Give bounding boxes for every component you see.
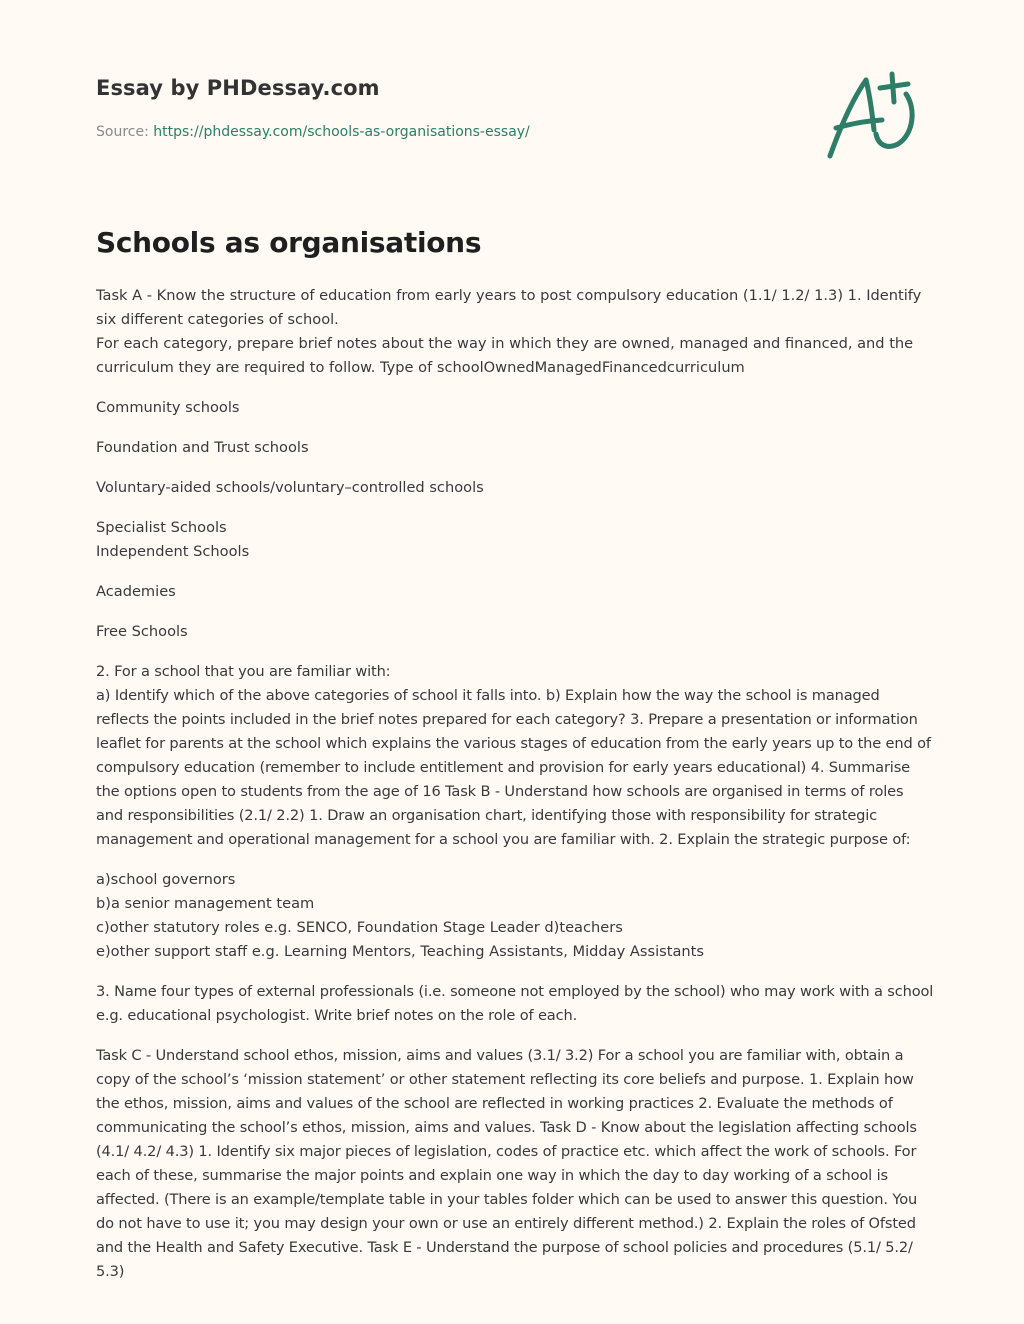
- a-plus-grade-icon: [822, 68, 928, 164]
- paragraph-free-schools: [96, 620, 934, 644]
- paragraph-foundation-trust: [96, 436, 934, 460]
- paragraph-academies: [96, 580, 934, 604]
- document-title: Schools as organisations: [96, 226, 482, 259]
- paragraph-line: a) Identify which of the above categories of school it falls into. b) Explain how the way the school is managed reflects the points included in the brief notes prepared for each category? 3. Prepare a presentation or information leaflet for parents at the school which explains the various stages of education from the early years up to the end of compulsory education (remember to include entitlement and provision for early years educational) 4. Summarise the options open to students from the age of 16 Task B - Understand how schools are organised in terms of roles and responsibilities (2.1/ 2.2) 1. Draw an organisation chart, identifying those with responsibility for strategic management and operational management for a school you are familiar with. 2. Explain the strategic purpose of:: [96, 687, 931, 848]
- paragraph-line: Specialist Schools: [96, 519, 227, 536]
- source-link[interactable]: https://phdessay.com/schools-as-organisations-essay/: [153, 124, 530, 140]
- paragraph-line: 2. For a school that you are familiar with:: [96, 663, 391, 680]
- paragraph-external-professionals: [96, 980, 934, 1028]
- paragraph-line: Voluntary-aided schools/voluntary–controlled schools: [96, 479, 484, 496]
- paragraph-line: Task A - Know the structure of education from early years to post compulsory education (1.1/ 1.2/ 1.3) 1. Identify six different categories of school.: [96, 287, 922, 328]
- paragraph-line: Academies: [96, 583, 176, 600]
- paragraph-line: a)school governors: [96, 871, 236, 888]
- paragraph-line: Independent Schools: [96, 543, 250, 560]
- paragraph-task-2-b: [96, 660, 934, 852]
- paragraph-line: 3. Name four types of external professionals (i.e. someone not employed by the school) who may work with a school e.g. educational psychologist. Write brief notes on the role of each.: [96, 983, 934, 1024]
- paragraph-line: e)other support staff e.g. Learning Mentors, Teaching Assistants, Midday Assistants: [96, 943, 705, 960]
- paragraph-line: b)a senior management team: [96, 895, 315, 912]
- paragraph-line: Task C - Understand school ethos, mission, aims and values (3.1/ 3.2) For a school you are familiar with, obtain a copy of the school’s ‘mission statement’ or other statement reflecting its core beliefs and purpose. 1. Explain how the ethos, mission, aims and values of the school are reflected in working practices 2. Evaluate the methods of communicating the school’s ethos, mission, aims and values. Task D - Know about the legislation affecting schools (4.1/ 4.2/ 4.3) 1. Identify six major pieces of legislation, codes of practice etc. which affect the work of schools. For each of these, summarise the major points and explain one way in which the day to day working of a school is affected. (There is an example/template table in your tables folder which can be used to answer this question. You do not have to use it; you may design your own or use an entirely different method.) 2. Explain the roles of Ofsted and the Health and Safety Executive. Task E - Understand the purpose of school policies and procedures (5.1/ 5.2/ 5.3): [96, 1047, 918, 1280]
- site-title: Essay by PHDessay.com: [96, 76, 380, 100]
- paragraph-line: Free Schools: [96, 623, 188, 640]
- paragraph-line: Community schools: [96, 399, 240, 416]
- paragraph-task-a: [96, 284, 934, 380]
- paragraph-strategic-roles: [96, 868, 934, 964]
- source-line: [96, 124, 530, 140]
- paragraph-voluntary: [96, 476, 934, 500]
- document-body: [96, 284, 934, 1300]
- paragraph-line: c)other statutory roles e.g. SENCO, Foundation Stage Leader d)teachers: [96, 919, 623, 936]
- paragraph-community-schools: [96, 396, 934, 420]
- paragraph-line: For each category, prepare brief notes about the way in which they are owned, managed and financed, and the curriculum they are required to follow. Type of schoolOwnedManagedFinancedcurriculum: [96, 335, 914, 376]
- source-label: Source:: [96, 124, 149, 140]
- paragraph-line: Foundation and Trust schools: [96, 439, 309, 456]
- paragraph-specialist-independent: [96, 516, 934, 564]
- paragraph-task-c-d-e: [96, 1044, 934, 1284]
